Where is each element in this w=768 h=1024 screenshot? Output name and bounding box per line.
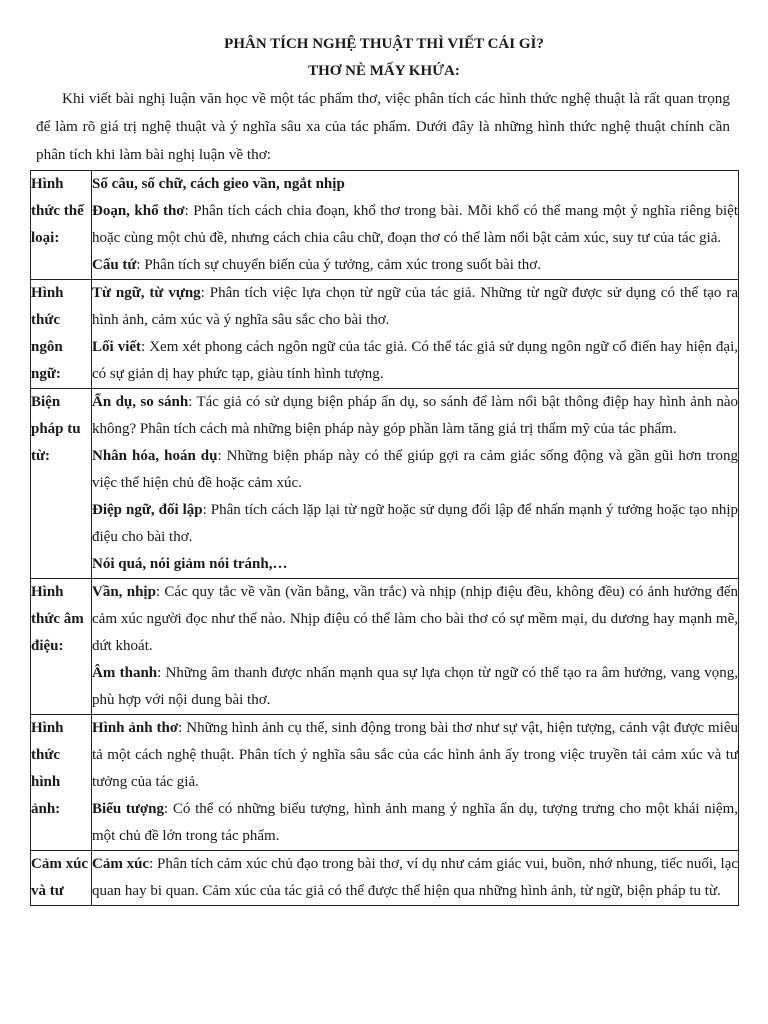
term-label: Nói quá, nói giảm nói tránh,… — [92, 556, 288, 572]
term-label: Hình ảnh thơ — [92, 720, 179, 736]
table-row — [31, 280, 739, 389]
term-description: : Phân tích cách chia đoạn, khổ thơ trong bài. Mỗi khổ có thể mang một ý nghĩa riêng biệt hoặc cùng một chủ đề, nhưng cách chia câu chữ, đoạn thơ có thể làm nổi bật cảm xúc, suy tư của tác giả. — [92, 203, 738, 246]
term-description: : Phân tích sự chuyển biến của ý tưởng, cảm xúc trong suốt bài thơ. — [136, 257, 541, 273]
document-title: PHÂN TÍCH NGHỆ THUẬT THÌ VIẾT CÁI GÌ? — [224, 36, 544, 52]
term-description: : Các quy tắc về vần (vần bằng, vần trắc) và nhịp (nhịp điệu đều, không đều) có ảnh hưởng đến cảm xúc người đọc như thế nào. Nhịp điệu có thể làm cho bài thơ có sự mềm mại, du dương hay mạnh mẽ, dứt khoát. — [92, 584, 738, 654]
content-cell — [92, 280, 739, 389]
category-cell: Cảm xúc và tư — [31, 851, 92, 906]
table-row — [31, 389, 739, 579]
content-item — [92, 796, 738, 850]
term-description: : Xem xét phong cách ngôn ngữ của tác giả. Có thể tác giả sử dụng ngôn ngữ cổ điển hay hiện đại, có sự giản dị hay phức tạp, giàu tính hình tượng. — [92, 339, 739, 382]
term-label: Điệp ngữ, đối lập — [92, 502, 203, 518]
content-item — [92, 851, 738, 905]
category-cell: Hình thức thể loại: — [31, 171, 92, 280]
term-label: Ẩn dụ, so sánh — [92, 394, 189, 410]
term-label: Âm thanh — [92, 665, 158, 681]
content-item — [92, 389, 738, 443]
content-cell — [92, 171, 739, 280]
content-cell — [92, 389, 739, 579]
term-description: : Có thể có những biểu tượng, hình ảnh mang ý nghĩa ẩn dụ, tượng trưng cho một khái niệm, một chủ đề lớn trong tác phẩm. — [92, 801, 738, 844]
term-description: : Những âm thanh được nhấn mạnh qua sự lựa chọn từ ngữ có thể tạo ra âm hưởng, vang vọng, phù hợp với nội dung bài thơ. — [92, 665, 738, 708]
term-description: : Những biện pháp này có thể giúp gợi ra cảm giác sống động và gần gũi hơn trong việc thể hiện chủ đề hoặc cảm xúc. — [92, 448, 738, 491]
category-cell: Biện pháp tu từ: — [31, 389, 92, 579]
term-label: Cảm xúc — [92, 856, 150, 872]
content-item — [92, 715, 738, 796]
term-description: : Phân tích việc lựa chọn từ ngữ của tác giả. Những từ ngữ được sử dụng có thể tạo ra hình ảnh, cảm xúc và ý nghĩa sâu sắc cho bài thơ. — [92, 285, 738, 328]
content-item — [92, 551, 738, 578]
table-row — [31, 851, 739, 906]
table-row — [31, 579, 739, 715]
term-description: : Phân tích cách lặp lại từ ngữ hoặc sử dụng đối lập để nhấn mạnh ý tưởng hoặc tạo nhịp điệu cho bài thơ. — [92, 502, 738, 545]
term-label: Nhân hóa, hoán dụ — [92, 448, 218, 464]
table-row — [31, 171, 739, 280]
content-item — [92, 171, 738, 198]
content-item — [92, 280, 738, 334]
term-description: : Những hình ảnh cụ thể, sinh động trong bài thơ như sự vật, hiện tượng, cảnh vật được miêu tả một cách nghệ thuật. Phân tích ý nghĩa sâu sắc của các hình ảnh ấy trong việc truyền tải cảm xúc và tư tưởng của tác giả. — [92, 720, 738, 790]
term-label: Cấu tứ — [92, 257, 137, 273]
content-item — [92, 443, 738, 497]
document-subtitle: THƠ NÈ MẤY KHỨA: — [308, 63, 460, 79]
table-row — [31, 715, 739, 851]
table-body — [31, 171, 739, 906]
intro-paragraph: Khi viết bài nghị luận văn học về một tác phẩm thơ, việc phân tích các hình thức nghệ thuật là rất quan trọng để làm rõ giá trị nghệ thuật và ý nghĩa sâu xa của tác phẩm. Dưới đây là những hình thức nghệ thuật chính cần phân tích khi làm bài nghị luận về thơ: — [36, 90, 730, 163]
category-cell: Hình thức hình ảnh: — [31, 715, 92, 851]
term-description: : Tác giả có sử dụng biện pháp ẩn dụ, so sánh để làm nổi bật thông điệp hay hình ảnh nào không? Phân tích cách mà những biện pháp này góp phần làm tăng giá trị thẩm mỹ của tác phẩm. — [92, 394, 739, 437]
content-item — [92, 579, 738, 660]
content-item — [92, 198, 738, 252]
content-item — [92, 660, 738, 714]
content-item — [92, 497, 738, 551]
art-forms-table — [30, 170, 739, 906]
content-cell — [92, 579, 739, 715]
content-item — [92, 334, 738, 388]
term-label: Lối viết — [92, 339, 142, 355]
term-label: Từ ngữ, từ vựng — [92, 285, 201, 301]
term-label: Đoạn, khổ thơ — [92, 203, 185, 219]
category-cell: Hình thức âm điệu: — [31, 579, 92, 715]
content-cell — [92, 715, 739, 851]
content-cell — [92, 851, 739, 906]
category-cell: Hình thức ngôn ngữ: — [31, 280, 92, 389]
content-item — [92, 252, 738, 279]
term-label: Biểu tượng — [92, 801, 165, 817]
term-description: : Phân tích cảm xúc chủ đạo trong bài thơ, ví dụ như cảm giác vui, buồn, nhớ nhung, tiếc nuối, lạc quan hay bi quan. Cảm xúc của tác giả có thể được thể hiện qua những hình ảnh, từ ngữ, biện pháp tu từ. — [92, 856, 739, 899]
term-label: Vần, nhịp — [92, 584, 156, 600]
term-label: Số câu, số chữ, cách gieo vần, ngắt nhịp — [92, 176, 345, 192]
